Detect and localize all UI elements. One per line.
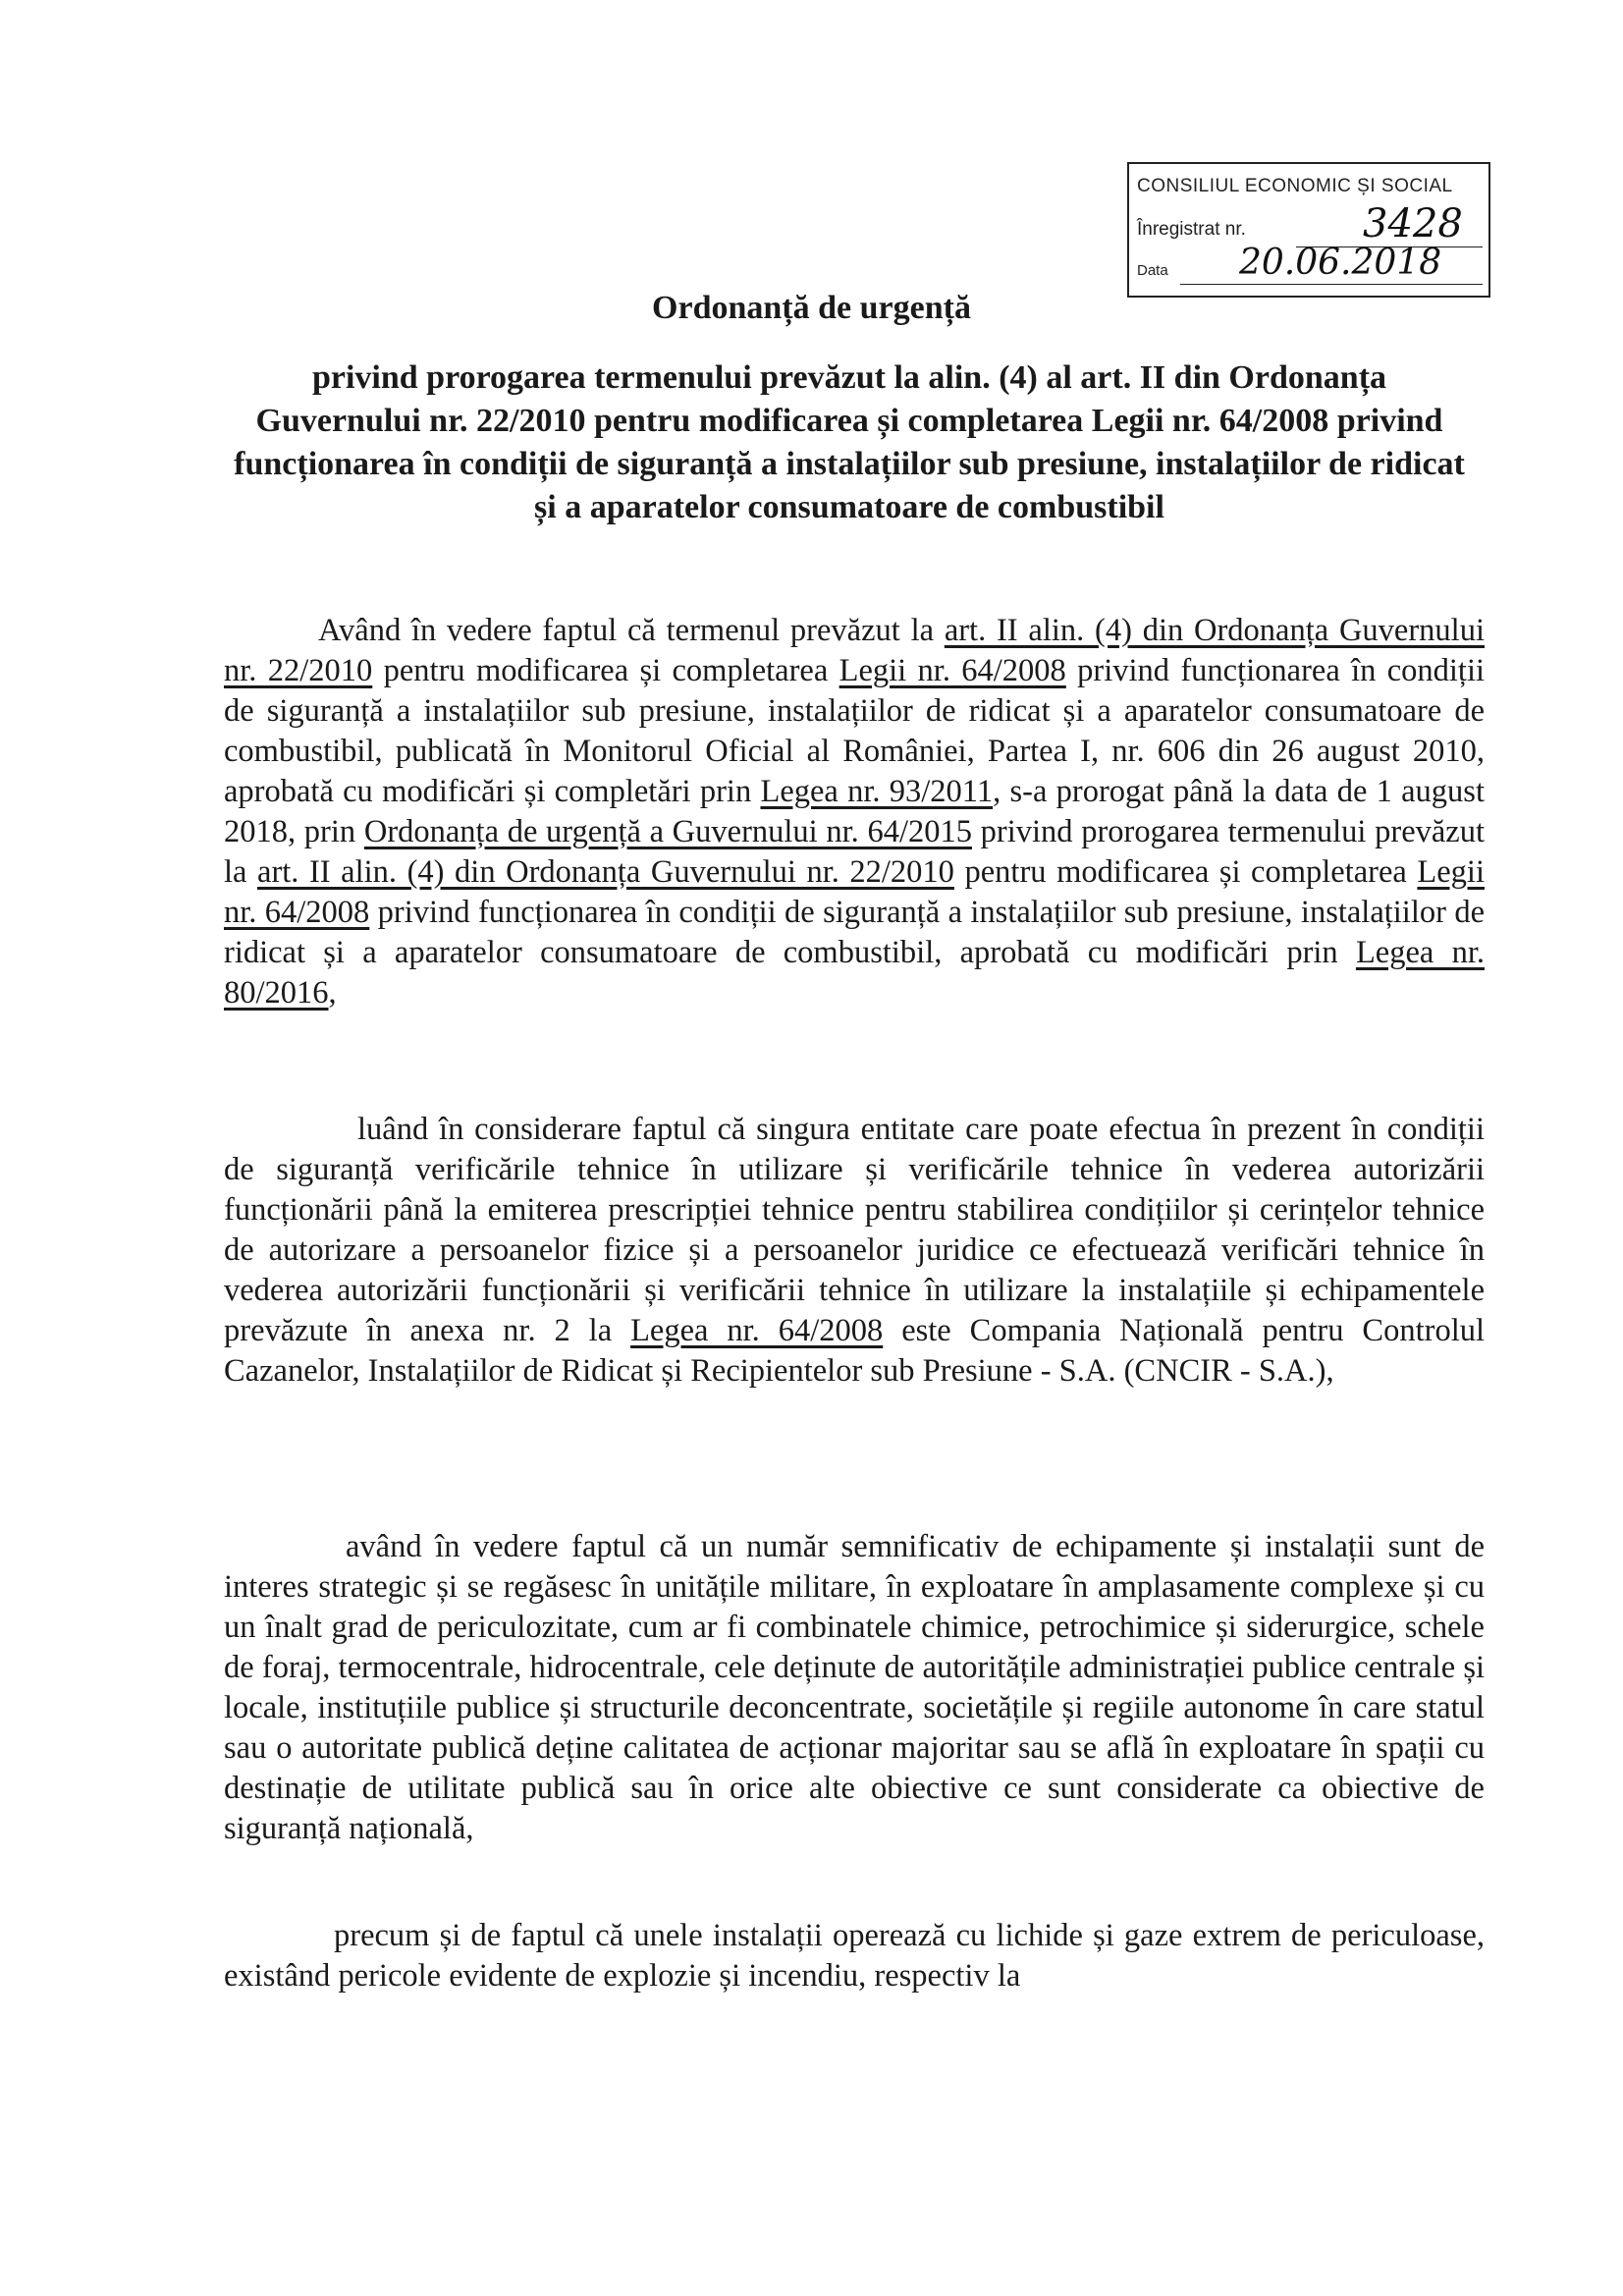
stamp-date-label: Data [1137,262,1168,279]
document-title: Ordonanță de urgență [652,290,971,326]
stamp-registration-label: Înregistrat nr. [1137,219,1246,240]
paragraph-1-text-g: privind funcționarea în condiții de siguranță a instalațiilor sub presiune, instalațiilor de ridicat și a aparatelor consumatoare de combustibil, aprobată cu modificări prin [224,895,1485,970]
legal-reference-link[interactable]: Legea nr. 64/2008 [630,1313,884,1348]
paragraph-3 [224,1527,1485,1849]
paragraph-2 [224,1110,1485,1392]
paragraph-2-text-a: luând în considerare faptul că singura entitate care poate efectua în prezent în condiții de siguranță verificările tehnice în utilizare și verificările tehnice în vederea autorizării funcționării până la emiterea prescripției tehnice pentru stabilirea condițiilor și cerințelor tehnice de autorizare a persoanelor fizice și a persoanelor juridice ce efectuează verificări tehnice în vederea autorizării funcționării și verificării tehnice în utilizare la instalațiile și echipamentele prevăzute în anexa nr. 2 la [224,1112,1485,1348]
legal-reference-link[interactable]: Legea nr. 93/2011 [760,774,994,809]
paragraph-1-text-h: , [328,975,337,1011]
document-subtitle: privind prorogarea termenului prevăzut la alin. (4) al art. II din Ordonanța Guvernului nr. 22/2010 pentru modificarea și completarea Legii nr. 64/2008 privind funcționarea în condiții de siguranță a instalațiilor sub presiune, instalațiilor de ridicat și a aparatelor consumatoare de combustibil [234,359,1465,525]
paragraph-4 [224,1916,1485,1996]
paragraph-1-text-d: , s-a prorogat până la data de 1 august 2018, prin [224,774,1485,849]
paragraph-1-text-e: privind prorogarea termenului prevăzut la [224,814,1485,890]
legal-reference-link[interactable]: Legii nr. 64/2008 [839,653,1066,688]
paragraph-1-text-b: pentru modificarea și completarea [372,653,839,688]
paragraph-2-text-b: este Compania Națională pentru Controlul Cazanelor, Instalațiilor de Ridicat și Recipientelor sub Presiune - S.A. (CNCIR - S.A.), [224,1313,1485,1389]
legal-reference-link[interactable]: Legea nr. 80/2016 [224,935,1485,1011]
legal-reference-link[interactable]: Legii nr. 64/2008 [224,854,1485,930]
paragraph-1-text-c: privind funcționarea în condiții de siguranță a instalațiilor sub presiune, instalațiilor de ridicat și a aparatelor consumatoare de combustibil, publicată în Monitorul Oficial al României, Partea I, nr. 606 din 26 august 2010, aprobată cu modificări și completări prin [224,653,1485,809]
stamp-registration-number: 3428 [1363,201,1463,246]
legal-reference-link[interactable]: art. II alin. (4) din Ordonanța Guvernului nr. 22/2010 [224,613,1485,688]
paragraph-3-text: având în vedere faptul că un număr semnificativ de echipamente și instalații sunt de interes strategic și se regăsesc în unitățile militare, în exploatare în amplasamente complexe și cu un înalt grad de periculozitate, cum ar fi combinatele chimice, petrochimice și siderurgice, schele de foraj, termocentrale, hidrocentrale, cele deținute de autoritățile administrației publice centrale și locale, instituțiile publice și structurile deconcentrate, societățile și regiile autonome în care statul sau o autoritate publică deține calitatea de acționar majoritar sau se află în exploatare în spații cu destinație de utilitate publică sau în orice alte obiective ce sunt considerate ca obiective de siguranță națională, [224,1529,1485,1846]
stamp-date-value: 20.06.2018 [1239,243,1442,283]
legal-reference-link[interactable]: Ordonanța de urgență a Guvernului nr. 64/2015 [363,814,972,849]
registration-stamp [1127,162,1490,298]
stamp-date-line [1180,284,1483,285]
paragraph-1-text-a: Având în vedere faptul că termenul prevăzut la [318,613,945,648]
stamp-organization: CONSILIUL ECONOMIC ȘI SOCIAL [1137,176,1453,196]
paragraph-1-text-f: pentru modificarea și completarea [953,854,1418,890]
legal-reference-link[interactable]: art. II alin. (4) din Ordonanța Guvernului nr. 22/2010 [257,854,954,890]
paragraph-4-text: precum și de faptul că unele instalații operează cu lichide și gaze extrem de periculoase, existând pericole evidente de explozie și incendiu, respectiv la [224,1918,1485,1994]
paragraph-1 [224,611,1485,1013]
